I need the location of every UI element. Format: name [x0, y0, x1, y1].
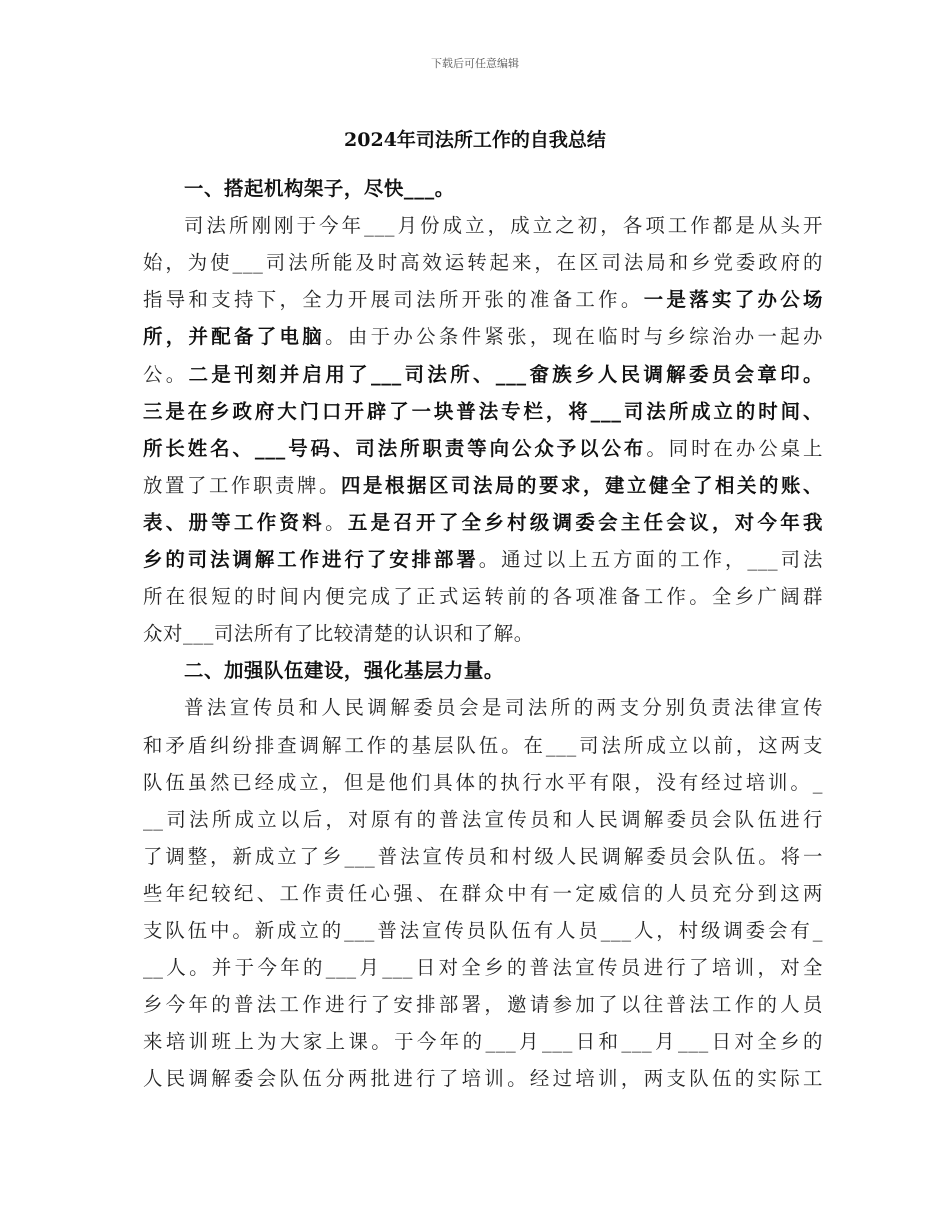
- text-run: 。由于办公条件紧张，现在临时与乡综治办一起办: [325, 325, 823, 349]
- document-title: 2024年司法所工作的自我总结: [344, 129, 606, 151]
- text-run: 始，为使___司法所能及时高效运转起来，在区司法局和乡党委政府的: [143, 251, 823, 275]
- paragraph-line: [143, 359, 823, 391]
- text-run: 支队伍中。新成立的___普法宣传员队伍有人员___人，村级调委会有_: [143, 919, 823, 942]
- bold-text-run: 二是刊刻并启用了___司法所、___畲族乡人民调解委员会章印。: [188, 362, 823, 386]
- paragraph-line: [143, 952, 823, 984]
- paragraph-line: [143, 989, 823, 1021]
- text-run: 普法宣传员和人民调解委员会是司法所的两支分别负责法律宣传: [184, 696, 823, 720]
- bold-text-run: 二、加强队伍建设，强化基层力量。: [184, 659, 504, 683]
- bold-text-run: 表、册等工作资料: [143, 510, 326, 534]
- text-run: 乡今年的普法工作进行了安排部署，邀请参加了以往普法工作的人员: [143, 993, 823, 1017]
- text-run: 队伍虽然已经成立，但是他们具体的执行水平有限，没有经过培训。_: [143, 770, 823, 794]
- paragraph-line: [143, 284, 823, 316]
- section-heading: [143, 655, 823, 687]
- paragraph-line: [143, 1026, 823, 1058]
- paragraph-line: [143, 915, 823, 947]
- text-run: __人。并于今年的___月___日对全乡的普法宣传员进行了培训，对全: [143, 956, 823, 980]
- paragraph-line: [143, 878, 823, 910]
- text-run: 众对___司法所有了比较清楚的认识和了解。: [143, 622, 534, 646]
- bold-text-run: 四是根据区司法局的要求，建立健全了相关的账、: [341, 473, 823, 497]
- text-run: 公。: [143, 362, 189, 386]
- bold-text-run: 五是召开了全乡村级调委会主任会议，对今年我: [347, 510, 823, 534]
- text-run: 指导和支持下，全力开展司法所开张的准备工作。: [143, 288, 644, 312]
- paragraph-line: [143, 841, 823, 873]
- text-run: 。通过以上五方面的工作，___司法: [478, 548, 823, 571]
- paragraph-line: [143, 767, 823, 799]
- text-run: 。: [325, 510, 348, 534]
- paragraph-line: [143, 470, 823, 502]
- paragraph-line: [143, 804, 823, 836]
- text-run: 和矛盾纠纷排查调解工作的基层队伍。在___司法所成立以前，这两支: [143, 733, 823, 757]
- paragraph-line: [143, 321, 823, 353]
- bold-text-run: 所，并配备了电脑: [143, 325, 326, 349]
- paragraph-line: [143, 730, 823, 762]
- bold-text-run: 三是在乡政府大门口开辟了一块普法专栏，将___司法所成立的时间、: [143, 399, 823, 423]
- text-run: 人民调解委会队伍分两批进行了培训。经过培训，两支队伍的实际工: [143, 1067, 823, 1091]
- text-run: 所在很短的时间内便完成了正式运转前的各项准备工作。全乡广阔群: [143, 585, 823, 609]
- text-run: __司法所成立以后，对原有的普法宣传员和人民调解委员会队伍进行: [143, 807, 823, 831]
- text-run: 了调整，新成立了乡___普法宣传员和村级人民调解委员会队伍。将一: [143, 844, 823, 868]
- paragraph-line: [143, 618, 823, 650]
- paragraph-line: [143, 581, 823, 613]
- paragraph-line: [143, 544, 823, 576]
- header-note: 下载后可任意编辑: [431, 57, 519, 70]
- paragraph-line: [143, 692, 823, 724]
- paragraph-line: [143, 247, 823, 279]
- bold-text-run: 乡的司法调解工作进行了安排部署: [143, 548, 479, 571]
- text-run: 放置了工作职责牌。: [143, 473, 341, 497]
- text-run: 。同时在办公桌上: [646, 436, 823, 460]
- paragraph-line: [143, 396, 823, 428]
- bold-text-run: 所长姓名、___号码、司法所职责等向公众予以公布: [143, 436, 647, 460]
- bold-text-run: 一、搭起机构架子，尽快___。: [184, 177, 455, 200]
- section-heading: [143, 173, 823, 205]
- text-run: 来培训班上为大家上课。于今年的___月___日和___月___日对全乡的: [143, 1030, 823, 1054]
- text-run: 司法所刚刚于今年___月份成立，成立之初，各项工作都是从头开: [184, 214, 823, 238]
- text-run: 些年纪较纪、工作责任心强、在群众中有一定威信的人员充分到这两: [143, 881, 823, 905]
- paragraph-line: [143, 507, 823, 539]
- paragraph-line: [143, 433, 823, 465]
- paragraph-line: [143, 1063, 823, 1095]
- bold-text-run: 一是落实了办公场: [643, 288, 823, 312]
- paragraph-line: [143, 210, 823, 242]
